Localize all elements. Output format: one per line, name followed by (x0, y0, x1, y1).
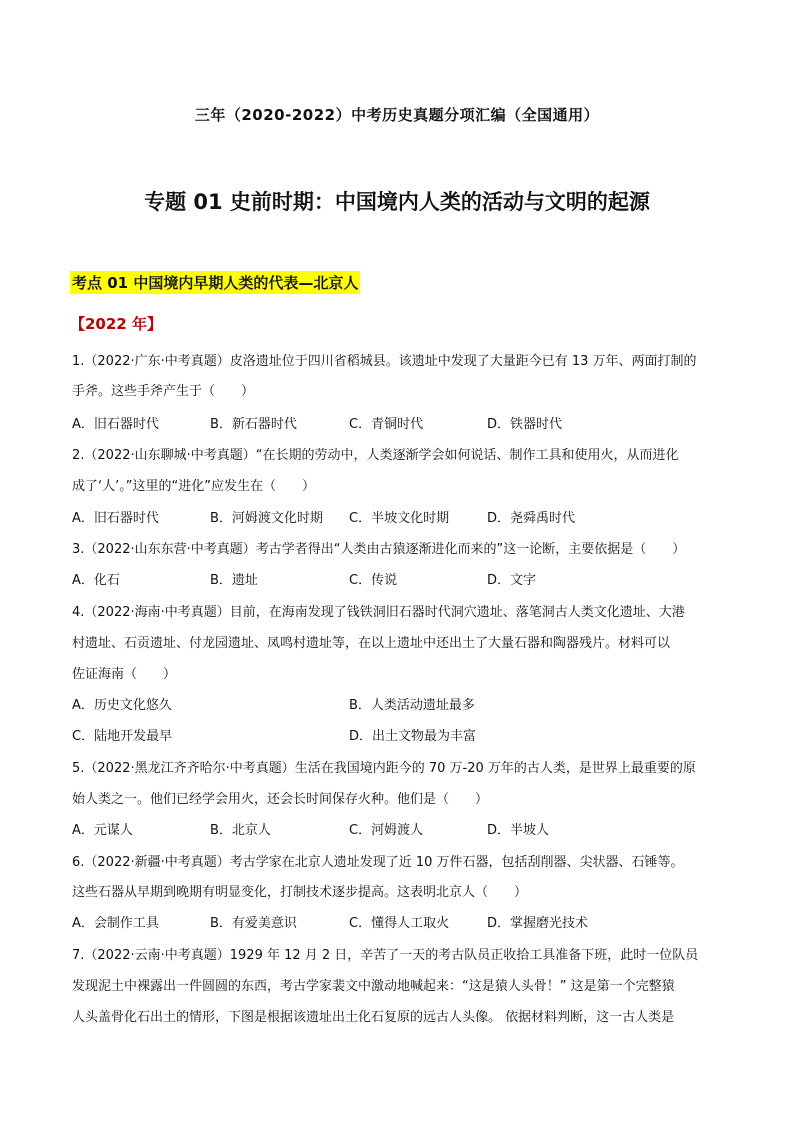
question-4-line-1: 4.（2022·海南·中考真题）目前，在海南发现了钱铁洞旧石器时代洞穴遗址、落笔洞古人类文化遗址、大港 (72, 605, 685, 620)
question-2-option-c: C．半坡文化时期 (349, 511, 450, 526)
question-5-option-c: C．河姆渡人 (349, 823, 424, 838)
question-6-option-c: C．懂得人工取火 (349, 916, 450, 931)
question-1-option-c: C．青铜时代 (349, 417, 424, 432)
question-4-line-2: 村遗址、石贡遗址、付龙园遗址、凤鸣村遗址等，在以上遗址中还出土了大量石器和陶器残片。材料可以 (72, 636, 671, 651)
question-5-line-2: 始人类之一。他们已经学会用火，还会长时间保存火种。他们是（ ） (72, 792, 489, 807)
question-2-line-1: 2.（2022·山东聊城·中考真题）“在长期的劳动中，人类逐渐学会如何说话、制作工具和使用火，从而进化 (72, 448, 679, 463)
question-3-option-b: B．遗址 (210, 573, 258, 588)
question-1-line-1: 1.（2022·广东·中考真题）皮洛遗址位于四川省稻城县。该遗址中发现了大量距今已有 13 万年、两面打制的 (72, 354, 697, 369)
question-1-option-a: A．旧石器时代 (72, 417, 159, 432)
question-3-option-d: D．文字 (487, 573, 537, 588)
question-5-option-b: B．北京人 (210, 823, 271, 838)
question-6-line-2: 这些石器从早期到晚期有明显变化，打制技术逐步提高。这表明北京人（ ） (72, 885, 528, 900)
question-2-option-d: D．尧舜禹时代 (487, 511, 576, 526)
year-heading: 【2022 年】 (70, 315, 162, 333)
question-7-line-2: 发现泥土中裸露出一件圆圆的东西，考古学家裴文中激动地喊起来：“这是猿人头骨！” 这是第一个完整猿 (72, 979, 675, 994)
question-4-line-3: 佐证海南（ ） (72, 667, 177, 682)
question-4-option-a: A．历史文化悠久 (72, 698, 172, 713)
question-3-line-1: 3.（2022·山东东营·中考真题）考古学者得出“人类由古猿逐渐进化而来的”这一论断，主要依据是（ ） (72, 542, 686, 557)
question-1-option-d: D．铁器时代 (487, 417, 563, 432)
question-5-option-d: D．半坡人 (487, 823, 550, 838)
question-4-option-c: C．陆地开发最早 (72, 729, 173, 744)
question-7-line-3: 人头盖骨化石出土的情形，下图是根据该遗址出土化石复原的远古人头像。 依据材料判断，这一古人类是 (72, 1010, 675, 1025)
question-2-option-b: B．河姆渡文化时期 (210, 511, 323, 526)
question-6-option-a: A．会制作工具 (72, 916, 159, 931)
question-6-option-b: B．有爱美意识 (210, 916, 297, 931)
document-header-title: 三年（2020-2022）中考历史真题分项汇编（全国通用） (194, 106, 600, 124)
question-7-line-1: 7.（2022·云南·中考真题）1929 年 12 月 2 日，辛苦了一天的考古队员正收拾工具准备下班，此时一位队员 (72, 948, 699, 963)
question-3-option-a: A．化石 (72, 573, 120, 588)
topic-title: 专题 01 史前时期：中国境内人类的活动与文明的起源 (144, 190, 650, 214)
question-2-option-a: A．旧石器时代 (72, 511, 159, 526)
question-3-option-c: C．传说 (349, 573, 398, 588)
question-4-option-b: B．人类活动遗址最多 (349, 698, 475, 713)
question-5-option-a: A．元谋人 (72, 823, 133, 838)
kaodian-heading: 考点 01 中国境内早期人类的代表—北京人 (70, 271, 360, 294)
question-1-option-b: B．新石器时代 (210, 417, 297, 432)
question-6-option-d: D．掌握磨光技术 (487, 916, 589, 931)
question-1-line-2: 手斧。这些手斧产生于（ ） (72, 384, 255, 399)
question-6-line-1: 6.（2022·新疆·中考真题）考古学家在北京人遗址发现了近 10 万件石器，包括刮削器、尖状器、石锤等。 (72, 855, 684, 870)
question-2-line-2: 成了‘人’。”这里的“进化”应发生在（ ） (72, 479, 315, 494)
question-4-option-d: D．出土文物最为丰富 (349, 729, 477, 744)
question-5-line-1: 5.（2022·黑龙江齐齐哈尔·中考真题）生活在我国境内距今的 70 万-20 万年的古人类，是世界上最重要的原 (72, 761, 696, 776)
